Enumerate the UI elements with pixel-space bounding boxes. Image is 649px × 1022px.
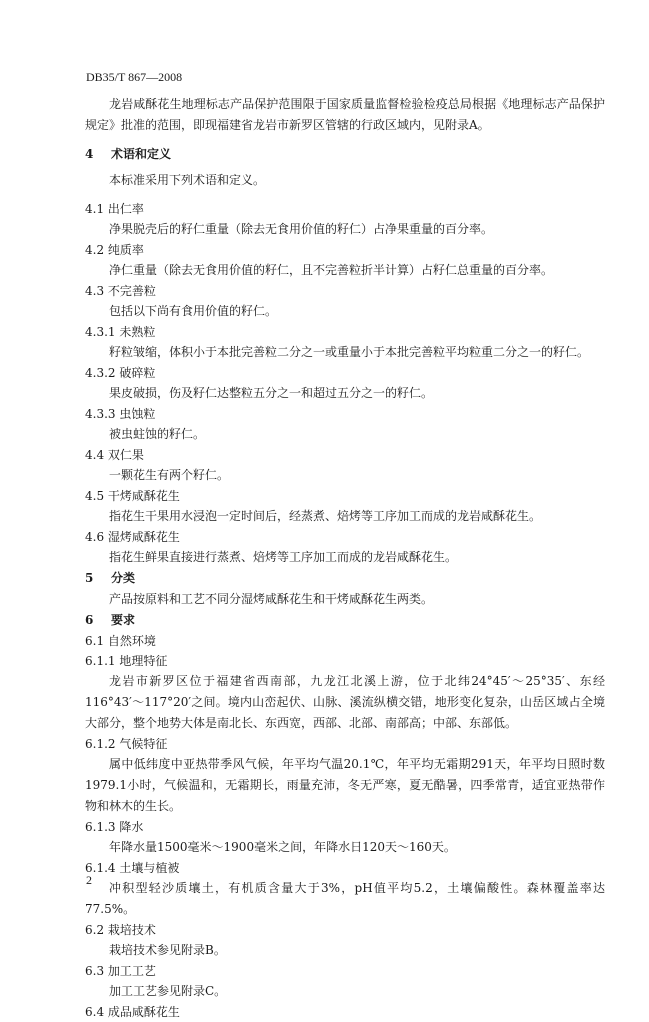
term-4-3-definition: 包括以下尚有食用价值的籽仁。	[109, 304, 278, 318]
section-title: 术语和定义	[111, 147, 172, 161]
term-4-1: 4.1 出仁率	[85, 202, 144, 216]
section-6-1-4-body: 冲积型轻沙质壤土，有机质含量大于3%，pH值平均5.2，土壤偏酸性。森林覆盖率达77.5%。	[85, 881, 605, 916]
term-4-3-3-definition: 被虫蛀蚀的籽仁。	[109, 427, 206, 441]
term-4-3: 4.3 不完善粒	[85, 284, 156, 298]
page-number: 2	[86, 873, 92, 887]
section-6-2-body: 栽培技术参见附录B。	[109, 943, 226, 957]
section-6-1-2-body: 属中低纬度中亚热带季风气候，年平均气温20.1℃，年平均无霜期291天，年平均日照时数1979.1小时，气候温和，无霜期长，雨量充沛，冬无严寒，夏无酷暑，四季常青，适宜亚热带作物和林木的生长。	[85, 757, 605, 813]
section-6-3-body: 加工工艺参见附录C。	[109, 984, 227, 998]
term-4-4: 4.4 双仁果	[85, 448, 144, 462]
document-id: DB35/T 867—2008	[86, 70, 183, 84]
term-4-3-3: 4.3.3 虫蚀粒	[85, 407, 156, 421]
section-6-1-2-heading: 6.1.2 气候特征	[85, 737, 168, 751]
term-4-3-2-definition: 果皮破损，伤及籽仁达整粒五分之一和超过五分之一的籽仁。	[109, 386, 434, 400]
section-4-heading: 4 术语和定义	[85, 147, 172, 161]
section-6-1-heading: 6.1 自然环境	[85, 634, 156, 648]
term-4-5-definition: 指花生干果用水浸泡一定时间后，经蒸煮、焙烤等工序加工而成的龙岩咸酥花生。	[109, 509, 542, 523]
document-body	[85, 94, 605, 1022]
section-6-1-1-heading: 6.1.1 地理特征	[85, 654, 168, 668]
section-6-4-heading: 6.4 成品咸酥花生	[85, 1005, 180, 1019]
term-4-5: 4.5 干烤咸酥花生	[85, 489, 180, 503]
section-5-heading: 5 分类	[85, 571, 136, 585]
section-6-1-1-body: 龙岩市新罗区位于福建省西南部，九龙江北溪上游，位于北纬24°45′～25°35′、东经116°43′～117°20′之间。境内山峦起伏、山脉、溪流纵横交错，地形变化复杂，山岳区域占全境大部分，整个地势大体是南北长、东西宽，西部、北部、南部高；中部、东部低。	[85, 674, 605, 730]
section-6-1-3-body: 年降水量1500毫米～1900毫米之间，年降水日120天～160天。	[109, 840, 456, 854]
section-5-body: 产品按原料和工艺不同分湿烤咸酥花生和干烤咸酥花生两类。	[109, 592, 434, 606]
term-4-1-definition: 净果脱壳后的籽仁重量（除去无食用价值的籽仁）占净果重量的百分率。	[109, 222, 494, 236]
term-4-3-1: 4.3.1 未熟粒	[85, 325, 156, 339]
term-4-2: 4.2 纯质率	[85, 243, 144, 257]
section-6-1-3-heading: 6.1.3 降水	[85, 820, 144, 834]
term-4-6: 4.6 湿烤咸酥花生	[85, 530, 180, 544]
scope-paragraph: 龙岩咸酥花生地理标志产品保护范围限于国家质量监督检验检疫总局根据《地理标志产品保护规定》批准的范围，即现福建省龙岩市新罗区管辖的行政区域内，见附录A。	[85, 97, 605, 132]
section-6-heading: 6 要求	[85, 613, 136, 627]
term-4-3-1-definition: 籽粒皱缩，体积小于本批完善粒二分之一或重量小于本批完善粒平均粒重二分之一的籽仁。	[109, 345, 590, 359]
term-4-4-definition: 一颗花生有两个籽仁。	[109, 468, 230, 482]
section-6-2-heading: 6.2 栽培技术	[85, 923, 156, 937]
term-4-6-definition: 指花生鲜果直接进行蒸煮、焙烤等工序加工而成的龙岩咸酥花生。	[109, 550, 458, 564]
term-4-2-definition: 净仁重量（除去无食用价值的籽仁，且不完善粒折半计算）占籽仁总重量的百分率。	[109, 263, 554, 277]
section-4-lead: 本标准采用下列术语和定义。	[109, 173, 266, 187]
section-6-1-4-heading: 6.1.4 土壤与植被	[85, 861, 180, 875]
section-6-3-heading: 6.3 加工工艺	[85, 964, 156, 978]
term-4-3-2: 4.3.2 破碎粒	[85, 366, 156, 380]
